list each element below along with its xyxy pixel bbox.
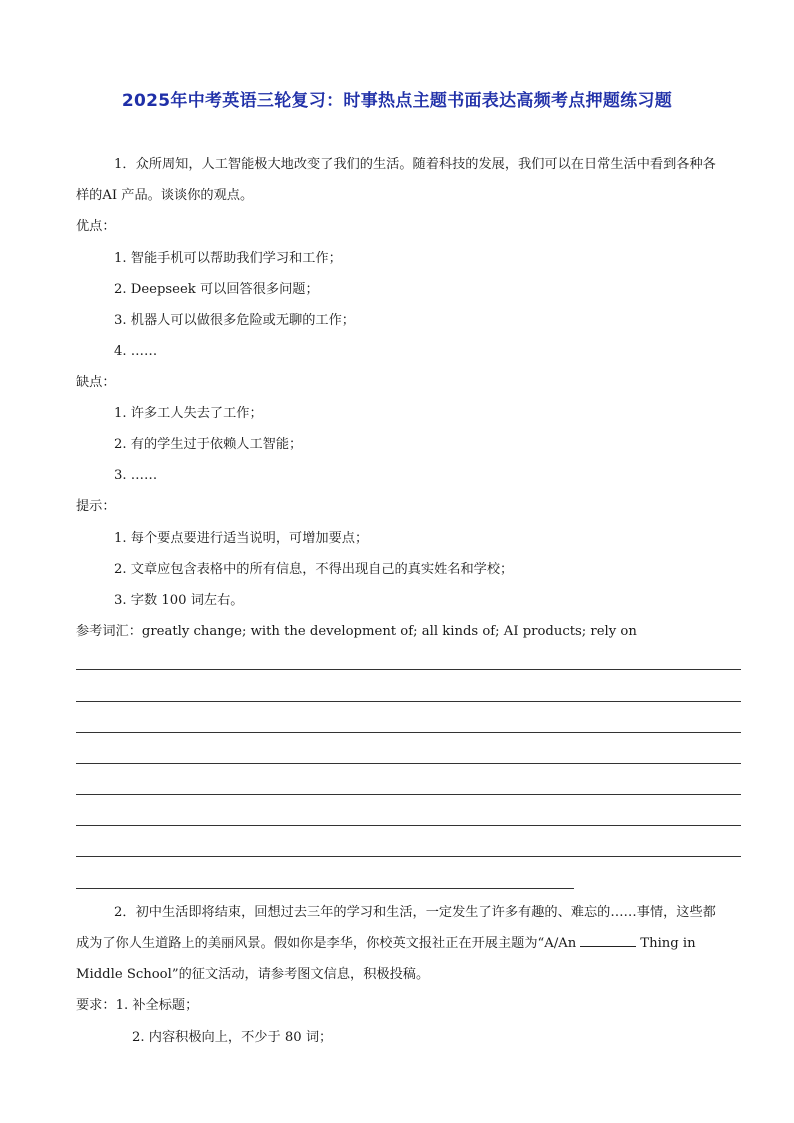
requirements-row — [76, 996, 198, 1016]
answer-line[interactable] — [76, 794, 741, 795]
title-blank[interactable] — [580, 934, 636, 947]
cons-item: 3. …… — [114, 468, 158, 483]
cons-label: 缺点： — [76, 375, 116, 390]
tips-item: 2. 文章应包含表格中的所有信息，不得出现自己的真实姓名和学校； — [114, 562, 514, 577]
answer-line[interactable] — [76, 669, 741, 670]
pros-item: 4. …… — [114, 344, 158, 359]
tips-label: 提示： — [76, 499, 116, 514]
pros-label: 优点： — [76, 219, 116, 234]
vocab-hint: 参考词汇：greatly change; with the development of; all kinds of; AI products; rely on — [76, 624, 637, 639]
requirement-item: 1. 补全标题； — [115, 998, 199, 1013]
requirement-item: 2. 内容积极向上，不少于 80 词； — [132, 1030, 333, 1045]
pros-item: 2. Deepseek 可以回答很多问题； — [114, 282, 319, 297]
answer-line[interactable] — [76, 888, 574, 889]
tips-item: 1. 每个要点要进行适当说明，可增加要点； — [114, 531, 369, 546]
q2-intro-line3: Middle School”的征文活动，请参考图文信息，积极投稿。 — [76, 967, 430, 982]
requirements-label: 要求： — [76, 998, 116, 1013]
q2-intro-line2 — [76, 934, 696, 954]
answer-line[interactable] — [76, 732, 741, 733]
page-title: 2025年中考英语三轮复习：时事热点主题书面表达高频考点押题练习题 — [121, 91, 673, 111]
q1-intro-line2: 样的AI 产品。谈谈你的观点。 — [76, 188, 254, 203]
q2-intro-line2-end: Thing in — [640, 936, 696, 951]
q1-intro-line1: 1．众所周知，人工智能极大地改变了我们的生活。随着科技的发展，我们可以在日常生活中看到各种各 — [114, 157, 716, 172]
tips-item: 3. 字数 100 词左右。 — [114, 593, 244, 608]
q2-intro-line1: 2．初中生活即将结束，回想过去三年的学习和生活，一定发生了许多有趣的、难忘的……事情，这些都 — [114, 905, 716, 920]
answer-line[interactable] — [76, 856, 741, 857]
pros-item: 1. 智能手机可以帮助我们学习和工作； — [114, 251, 342, 266]
q2-intro-line2-text: 成为了你人生道路上的美丽风景。假如你是李华，你校英文报社正在开展主题为“A/An — [76, 936, 577, 951]
cons-item: 2. 有的学生过于依赖人工智能； — [114, 437, 303, 452]
answer-line[interactable] — [76, 825, 741, 826]
cons-item: 1. 许多工人失去了工作； — [114, 406, 263, 421]
answer-line[interactable] — [76, 763, 741, 764]
answer-line[interactable] — [76, 701, 741, 702]
pros-item: 3. 机器人可以做很多危险或无聊的工作； — [114, 313, 355, 328]
